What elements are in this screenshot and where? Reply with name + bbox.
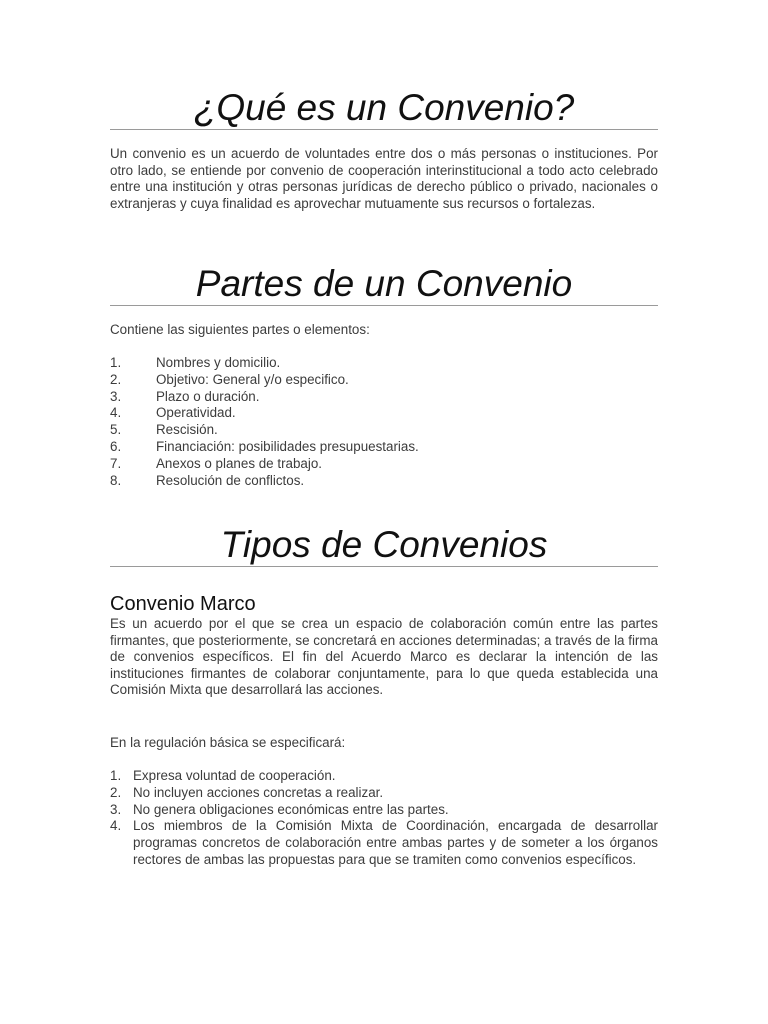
list-item xyxy=(110,768,658,785)
section-title-partes: Partes de un Convenio xyxy=(195,263,573,304)
section-title-que-es: ¿Qué es un Convenio? xyxy=(193,87,575,128)
list-item xyxy=(110,355,658,372)
list-item xyxy=(110,372,658,389)
list-text: Resolución de conflictos. xyxy=(156,472,305,488)
list-item xyxy=(110,405,658,422)
list-text: Financiación: posibilidades presupuestarias. xyxy=(156,438,419,454)
list-number: 6. xyxy=(110,438,122,454)
list-text: Expresa voluntad de cooperación. xyxy=(133,768,336,783)
list-number: 7. xyxy=(110,455,122,471)
list-number: 1. xyxy=(110,355,122,370)
list-number: 2. xyxy=(110,784,122,800)
title-divider xyxy=(110,129,658,130)
list-text: No genera obligaciones económicas entre las partes. xyxy=(133,801,449,817)
subsection-title-convenio-marco: Convenio Marco xyxy=(110,593,256,615)
definition-paragraph: Un convenio es un acuerdo de voluntades entre dos o más personas o instituciones. Por otro lado, se entiende por convenio de cooperación interinstitucional a todo acto celebrado entre una institución y otras personas jurídicas de derecho público o privado, nacionales o extranjeras y cuya finalidad es aprovechar mutuamente sus recursos o fortalezas. xyxy=(110,146,658,211)
list-item xyxy=(110,389,658,406)
list-number: 1. xyxy=(110,768,122,783)
list-number: 8. xyxy=(110,472,122,488)
list-text: Plazo o duración. xyxy=(156,388,260,404)
list-text: Rescisión. xyxy=(156,422,218,438)
list-text: Anexos o planes de trabajo. xyxy=(156,455,323,471)
regulacion-list xyxy=(110,768,658,869)
list-number: 3. xyxy=(110,388,122,404)
list-text: Los miembros de la Comisión Mixta de Coordinación, encargada de desarrollar programas concretos de colaboración entre ambas partes y de someter a los órganos rectores de ambas las propuestas para que se tramiten como convenios específicos. xyxy=(133,818,658,867)
list-item xyxy=(110,802,658,819)
list-number: 4. xyxy=(110,405,122,421)
list-item xyxy=(110,422,658,439)
section-title-tipos: Tipos de Convenios xyxy=(220,524,548,565)
convenio-marco-paragraph: Es un acuerdo por el que se crea un espacio de colaboración común entre las partes firmantes, que posteriormente, se concretará en acciones determinadas; a través de la firma de convenios específicos. El fin del Acuerdo Marco es declarar la intención de las instituciones firmantes de colaborar conjuntamente, para lo que queda establecida una Comisión Mixta que desarrollará las acciones. xyxy=(110,616,658,698)
list-number: 3. xyxy=(110,801,122,817)
list-number: 5. xyxy=(110,422,122,438)
list-item xyxy=(110,818,658,868)
list-text: No incluyen acciones concretas a realizar. xyxy=(133,784,384,800)
list-item xyxy=(110,785,658,802)
list-text: Nombres y domicilio. xyxy=(156,355,281,370)
list-number: 4. xyxy=(110,818,122,834)
list-item xyxy=(110,473,658,490)
list-item xyxy=(110,456,658,473)
list-number: 2. xyxy=(110,371,122,387)
title-divider xyxy=(110,305,658,306)
partes-intro: Contiene las siguientes partes o elementos: xyxy=(110,322,370,337)
list-item xyxy=(110,439,658,456)
regulacion-intro: En la regulación básica se especificará: xyxy=(110,735,346,750)
list-text: Operatividad. xyxy=(156,405,236,421)
title-divider xyxy=(110,566,658,567)
list-text: Objetivo: General y/o especifico. xyxy=(156,371,349,387)
partes-list xyxy=(110,355,658,489)
